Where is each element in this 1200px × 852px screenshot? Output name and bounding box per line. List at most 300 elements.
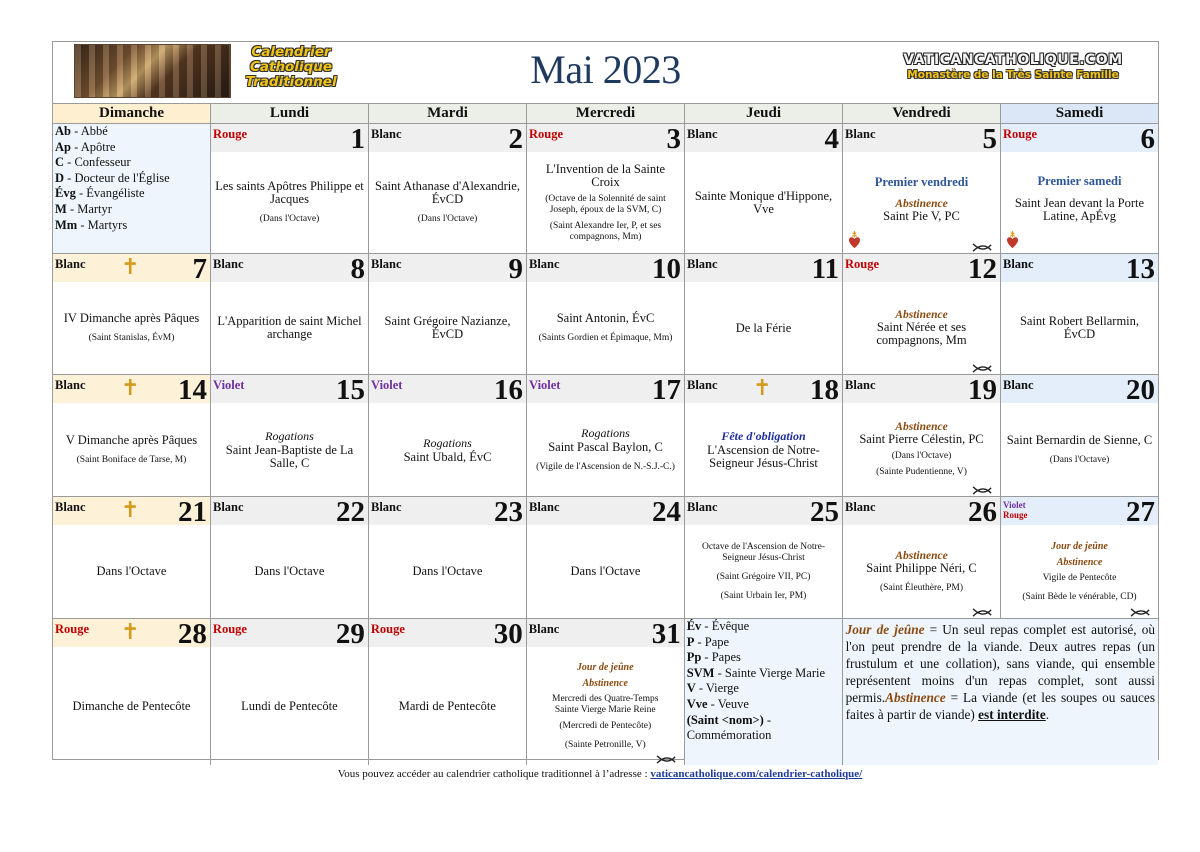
fish-icon: [1130, 608, 1152, 617]
day-cell[interactable]: [527, 254, 685, 374]
legend-value: - Évangéliste: [75, 186, 145, 201]
day-number: 11: [811, 254, 839, 285]
calendar-header: [53, 42, 1158, 103]
day-cell[interactable]: [369, 497, 527, 618]
abstinence-label: Jour de jeûne: [576, 661, 634, 673]
day-content: [527, 282, 684, 374]
feast-text: Saint Bernardin de Sienne, C: [1006, 432, 1153, 447]
day-cell[interactable]: [843, 124, 1001, 253]
liturgical-color: Blanc: [55, 500, 86, 514]
liturgical-color: Blanc: [528, 622, 560, 636]
day-content: [1001, 282, 1158, 374]
commemoration-text: (Dans l'Octave): [891, 451, 952, 461]
abstinence-label: Abstinence: [895, 421, 948, 433]
legend-item: [687, 666, 842, 682]
color-violet: Violet: [1003, 500, 1026, 510]
feast-text: L'Apparition de saint Michel archange: [217, 314, 362, 341]
abstinence-strong: est interdite: [978, 707, 1046, 722]
day-header: [843, 497, 1000, 528]
liturgical-color: Violet: [371, 378, 403, 392]
color-rouge: Rouge: [1003, 510, 1028, 520]
feast-text: Saint Athanase d'Alexandrie, ÉvCD: [375, 179, 520, 206]
legend-key: Ap: [55, 139, 71, 154]
abstinence-label: Abstinence: [582, 677, 628, 689]
abbreviation-legend: [53, 124, 211, 253]
feast-text: IV Dimanche après Pâques: [63, 311, 200, 325]
day-cell[interactable]: [843, 375, 1001, 496]
day-header: [685, 375, 842, 406]
liturgical-color: Blanc: [371, 500, 402, 514]
day-header: [685, 254, 842, 285]
day-header: [369, 497, 526, 528]
day-number: 13: [1126, 254, 1155, 285]
liturgical-color: Blanc: [213, 257, 244, 271]
legend-item: [55, 218, 170, 234]
day-cell[interactable]: [369, 375, 527, 496]
day-content: [211, 403, 368, 496]
liturgical-color: Rouge: [845, 257, 880, 271]
fasting-note: [843, 619, 1158, 765]
legend-value: - Évêque: [701, 619, 750, 633]
legend-item: [55, 202, 170, 218]
day-header: [843, 375, 1000, 406]
day-number: 30: [493, 619, 523, 650]
commemoration-text: (Octave de la Solennité de saint Joseph, époux de la SVM, C): [545, 193, 666, 215]
day-header: [1001, 497, 1158, 528]
day-cell[interactable]: [1001, 124, 1158, 253]
legend-item: [687, 681, 842, 697]
legend-item: [55, 171, 170, 187]
legend-value: - Vierge: [695, 681, 739, 696]
legend-key: (Saint <nom>): [686, 712, 764, 727]
liturgical-color: Blanc: [529, 257, 560, 271]
liturgical-color: [1003, 500, 1028, 520]
liturgical-color: Blanc: [371, 257, 402, 271]
commemoration-text: (Saint Bède le vénérable, CD): [1022, 591, 1137, 602]
legend-value: - Confesseur: [64, 155, 131, 170]
day-number: 10: [652, 254, 681, 285]
day-content: [53, 282, 210, 374]
commemoration-text: (Sainte Pudentienne, V): [876, 467, 967, 477]
footer-text: Vous pouvez accéder au calendrier catholique traditionnel à l’adresse :: [337, 768, 651, 780]
day-number: 12: [968, 254, 997, 285]
commemoration-text: (Vigile de l'Ascension de N.-S.J.-C.): [536, 462, 675, 472]
site-subtitle: Monastère de la Très Sainte Famille: [907, 69, 1119, 81]
day-header: [53, 497, 210, 528]
day-number: 2: [508, 124, 523, 155]
day-number: 3: [666, 124, 681, 155]
week-row: [53, 497, 1158, 619]
abstinence-end: .: [1045, 707, 1050, 722]
day-cell[interactable]: [53, 619, 211, 765]
day-content: [685, 403, 842, 496]
commemoration-text: Vigile de Pentecôte: [1042, 572, 1117, 583]
day-cell[interactable]: [211, 619, 369, 765]
day-header: [369, 619, 526, 650]
day-content: [843, 152, 1000, 253]
day-header: [211, 124, 368, 155]
day-cell[interactable]: [211, 254, 369, 374]
weekday-header: [53, 103, 1158, 124]
feast-text: Rogations: [581, 426, 630, 440]
sacred-heart-icon: [1005, 231, 1020, 249]
liturgical-color: Blanc: [55, 378, 86, 392]
day-header: [685, 124, 842, 155]
legend-list: [687, 619, 842, 744]
day-content: [211, 647, 368, 765]
abstinence-label: Abstinence: [895, 549, 948, 562]
feast-text: Saint Robert Bellarmin, ÉvCD: [1019, 314, 1140, 341]
legend-key: SVM: [686, 665, 715, 680]
legend-value: - Veuve: [707, 696, 749, 711]
feast-text: De la Férie: [735, 320, 792, 335]
feast-text: Les saints Apôtres Philippe et Jacques: [215, 179, 364, 206]
day-content: [211, 525, 368, 618]
day-number: 1: [350, 124, 365, 155]
legend-value: - Martyrs: [77, 217, 128, 232]
liturgical-color: Blanc: [1003, 378, 1034, 392]
day-header: [369, 124, 526, 155]
feast-text: Saint Pierre Célestin, PC: [859, 432, 984, 446]
day-number: 5: [982, 124, 997, 155]
page-title: Mai 2023: [530, 47, 681, 92]
weekday-0: Dimanche: [53, 104, 211, 123]
day-cell[interactable]: [843, 497, 1001, 618]
abbreviation-legend: [685, 619, 843, 765]
cross-icon: ✝: [753, 375, 772, 400]
legend-key: Pp: [686, 650, 702, 665]
day-content: [1001, 403, 1158, 496]
fish-icon: [972, 486, 994, 495]
day-content: [211, 282, 368, 374]
day-cell[interactable]: [369, 619, 527, 765]
legend-value: - Sainte Vierge Marie: [714, 665, 826, 680]
weekday-3: Mercredi: [527, 104, 685, 123]
legend-key: Év: [686, 619, 702, 633]
footer-link[interactable]: vaticancatholique.com/calendrier-catholique/: [650, 768, 863, 780]
day-header: [843, 254, 1000, 285]
day-number: 16: [494, 375, 523, 406]
liturgical-color: Blanc: [1003, 257, 1034, 271]
legend-item: [55, 155, 170, 171]
day-content: [53, 403, 210, 496]
cross-icon: ✝: [121, 497, 140, 522]
liturgical-color: Rouge: [55, 622, 90, 636]
liturgical-color: Blanc: [687, 500, 718, 514]
fish-icon: [972, 608, 994, 617]
footer: [0, 768, 1200, 780]
weeks: [53, 124, 1158, 765]
feast-text: Dimanche de Pentecôte: [72, 698, 191, 713]
day-content: [843, 282, 1000, 374]
day-cell[interactable]: [1001, 497, 1158, 618]
feast-text: Dans l'Octave: [96, 564, 167, 578]
liturgical-color: Rouge: [1003, 127, 1038, 141]
feast-text: L'Ascension de Notre-Seigneur Jésus-Christ: [707, 443, 820, 470]
legend-key: Vve: [686, 696, 708, 711]
cross-icon: ✝: [121, 619, 140, 644]
legend-item: [687, 697, 842, 713]
liturgical-color: Blanc: [845, 127, 876, 141]
legend-list: [55, 124, 170, 233]
commemoration-text: Octave de l'Ascension de Notre-Seigneur Jésus-Christ: [701, 541, 826, 563]
day-content: [843, 403, 1000, 496]
feast-text: Saint Ubald, ÉvC: [403, 449, 492, 464]
feast-text: Saint Grégoire Nazianze, ÉvCD: [384, 314, 511, 341]
commemoration-text: (Saint Éleuthère, PM): [879, 582, 964, 593]
site-banner[interactable]: [884, 52, 1142, 81]
day-content: [369, 647, 526, 765]
day-header: [211, 497, 368, 528]
legend-value: - Apôtre: [70, 139, 116, 154]
day-cell[interactable]: [1001, 375, 1158, 496]
feast-text: Saint Philippe Néri, C: [866, 560, 977, 575]
weekday-6: Samedi: [1001, 104, 1158, 123]
commemoration-text: (Sainte Petronille, V): [564, 739, 646, 750]
weekday-1: Lundi: [211, 104, 369, 123]
weekday-5: Vendredi: [843, 104, 1001, 123]
day-header: [527, 619, 684, 650]
commemoration-text: (Mercredi de Pentecôte): [559, 720, 652, 731]
day-cell[interactable]: [685, 254, 843, 374]
feast-text: Lundi de Pentecôte: [241, 698, 338, 713]
day-header: [369, 254, 526, 285]
liturgical-color: Violet: [529, 378, 561, 392]
day-number: 4: [824, 124, 839, 155]
feast-text: V Dimanche après Pâques: [65, 432, 198, 447]
day-number: 19: [968, 375, 997, 406]
legend-key: Mm: [55, 217, 78, 232]
day-header: [1001, 375, 1158, 406]
logo-line: Calendrier: [251, 44, 331, 60]
feast-text: Saint Antonin, ÉvC: [556, 311, 655, 325]
liturgical-color: Blanc: [529, 500, 560, 514]
day-cell[interactable]: [369, 254, 527, 374]
day-cell[interactable]: [1001, 254, 1158, 374]
day-number: 24: [652, 497, 681, 528]
feast-text: Dans l'Octave: [570, 564, 641, 578]
day-cell[interactable]: [53, 497, 211, 618]
day-content: [369, 152, 526, 253]
liturgical-color: Blanc: [371, 127, 402, 141]
day-cell[interactable]: [211, 497, 369, 618]
liturgical-color: Rouge: [212, 622, 247, 636]
legend-item: [687, 619, 842, 635]
feast-text: Rogations: [265, 429, 314, 443]
fish-icon: [972, 243, 994, 252]
feast-text: Fête d'obligation: [721, 429, 806, 443]
legend-key: M: [55, 201, 67, 216]
day-number: 26: [968, 497, 997, 528]
day-cell[interactable]: [843, 254, 1001, 374]
legend-value: - Docteur de l'Église: [64, 170, 170, 185]
day-content: [685, 282, 842, 374]
day-content: [527, 647, 684, 765]
commemoration-text: (Dans l'Octave): [259, 214, 320, 224]
day-content: [527, 525, 684, 618]
fish-icon: [972, 364, 994, 373]
commemoration-text: Mercredi des Quatre-Temps: [552, 693, 659, 704]
week-row: [53, 254, 1158, 375]
day-number: 28: [177, 619, 207, 650]
legend-item: [687, 650, 842, 666]
legend-value: - Commémoration: [686, 712, 772, 743]
day-cell[interactable]: [527, 375, 685, 496]
abstinence-label: Abstinence: [885, 690, 946, 705]
day-cell[interactable]: [53, 375, 211, 496]
day-number: 29: [335, 619, 365, 650]
day-cell[interactable]: [685, 497, 843, 618]
liturgical-color: Blanc: [213, 500, 244, 514]
week-row: [53, 619, 1158, 765]
day-content: [369, 282, 526, 374]
day-content: [1001, 525, 1158, 618]
legend-key: D: [55, 170, 65, 185]
legend-key: C: [55, 155, 65, 170]
abstinence-label: Abstinence: [1056, 556, 1103, 568]
day-content: [685, 152, 842, 253]
day-content: [843, 525, 1000, 618]
day-header: [211, 619, 368, 650]
legend-value: - Abbé: [70, 124, 108, 138]
day-cell[interactable]: [527, 124, 685, 253]
day-cell[interactable]: [685, 375, 843, 496]
day-content: [53, 647, 210, 765]
day-header: [527, 124, 684, 155]
liturgical-color: Violet: [213, 378, 245, 392]
feast-text: Rogations: [423, 435, 472, 450]
day-number: 14: [178, 375, 207, 406]
day-content: [527, 152, 684, 253]
cross-icon: ✝: [121, 375, 140, 400]
legend-item: [55, 140, 170, 156]
day-number: 18: [810, 375, 839, 406]
feast-text: L'Invention de la Sainte Croix: [545, 161, 666, 189]
liturgical-color: Blanc: [687, 127, 718, 141]
day-cell[interactable]: [527, 497, 685, 618]
day-header: [527, 497, 684, 528]
day-header: [211, 254, 368, 285]
commemoration-text: (Saint Urbain Ier, PM): [720, 590, 807, 601]
weekday-4: Jeudi: [685, 104, 843, 123]
site-name[interactable]: VATICANCATHOLIQUE.COM: [903, 52, 1123, 68]
day-header: [369, 375, 526, 406]
feast-text: Sainte Monique d'Hippone, Vve: [694, 188, 833, 216]
legend-item: [55, 186, 170, 202]
legend-value: - Pape: [694, 634, 730, 649]
liturgical-color: Blanc: [845, 500, 876, 514]
logo-line: Traditionnel: [245, 74, 337, 90]
note-text: [843, 619, 1158, 725]
legend-key: P: [686, 634, 695, 649]
day-content: [369, 525, 526, 618]
day-header: [685, 497, 842, 528]
day-content: [1001, 152, 1158, 253]
logo-line: Catholique: [249, 59, 333, 75]
day-number: 21: [178, 497, 207, 528]
liturgical-color: Rouge: [213, 127, 248, 141]
day-number: 9: [508, 254, 523, 285]
day-number: 20: [1126, 375, 1155, 406]
fasting-label: Jour de jeûne: [845, 622, 925, 637]
day-cell[interactable]: [53, 254, 211, 374]
day-number: 22: [336, 497, 365, 528]
day-content: [527, 403, 684, 496]
commemoration-text: (Saints Gordien et Épimaque, Mm): [538, 333, 673, 343]
legend-value: - Martyr: [66, 201, 112, 216]
week-row: [53, 124, 1158, 254]
liturgical-color: Blanc: [687, 378, 718, 392]
day-content: [53, 525, 210, 618]
commemoration-text: Sainte Vierge Marie Reine: [554, 704, 656, 715]
abstinence-label: Jour de jeûne: [1051, 540, 1108, 552]
legend-key: V: [686, 681, 696, 696]
day-header: [1001, 124, 1158, 155]
liturgical-color: Rouge: [529, 127, 564, 141]
day-header: [1001, 254, 1158, 285]
commemoration-text: (Saint Alexandre Ier, P, et ses compagnons, Mm): [549, 220, 662, 242]
day-header: [53, 254, 210, 285]
day-cell[interactable]: [527, 619, 685, 765]
feast-text: Saint Pie V, PC: [883, 208, 960, 223]
day-number: 27: [1126, 497, 1155, 528]
day-header: [53, 375, 210, 406]
legend-item: [687, 635, 842, 651]
legend-value: - Papes: [701, 650, 741, 665]
weekday-2: Mardi: [369, 104, 527, 123]
day-number: 15: [336, 375, 365, 406]
feast-text: Saint Pascal Baylon, C: [548, 440, 663, 454]
feast-text: Dans l'Octave: [412, 564, 483, 578]
feast-text: Saint Jean devant la Porte Latine, ApÉvg: [1014, 196, 1145, 223]
feast-text: Dans l'Octave: [254, 564, 325, 578]
legend-key: Ab: [55, 124, 71, 138]
feast-text: Mardi de Pentecôte: [398, 698, 496, 713]
month-grid: [53, 103, 1158, 765]
day-cell[interactable]: [211, 124, 369, 253]
feast-text: Premier samedi: [1037, 174, 1122, 188]
day-number: 23: [494, 497, 523, 528]
fasting-text: = Un seul repas complet est autorisé, où l'on peut prendre de la viande. Deux autres repas (un frustulum et une collation), sans viande, qui ensemble représentent moins d'un repas complet, sont aussi permis.: [845, 622, 1156, 705]
feast-text: Premier vendredi: [874, 174, 969, 189]
day-header: [527, 254, 684, 285]
day-number: 7: [192, 254, 207, 285]
abstinence-label: Abstinence: [895, 197, 948, 210]
day-content: [369, 403, 526, 496]
commemoration-text: (Dans l'Octave): [1049, 454, 1110, 465]
day-number: 17: [652, 375, 681, 406]
abstinence-label: Abstinence: [895, 309, 948, 321]
liturgical-color: Rouge: [370, 622, 405, 636]
day-header: [53, 619, 210, 650]
day-cell[interactable]: [211, 375, 369, 496]
legend-item: [687, 713, 842, 744]
liturgical-color: Blanc: [845, 378, 876, 392]
day-number: 6: [1140, 124, 1155, 155]
day-cell[interactable]: [685, 124, 843, 253]
abstinence-text: = La viande (et les soupes ou sauces faites à partir de viande): [845, 690, 1156, 722]
day-header: [211, 375, 368, 406]
day-cell[interactable]: [369, 124, 527, 253]
day-content: [211, 152, 368, 253]
feast-text: Saint Jean-Baptiste de La Salle, C: [225, 443, 354, 470]
calendar: [52, 41, 1159, 760]
legend-key: Évg: [55, 186, 76, 201]
day-content: [685, 525, 842, 618]
week-row: [53, 375, 1158, 497]
legend-item: [55, 124, 170, 140]
day-header: [843, 124, 1000, 155]
